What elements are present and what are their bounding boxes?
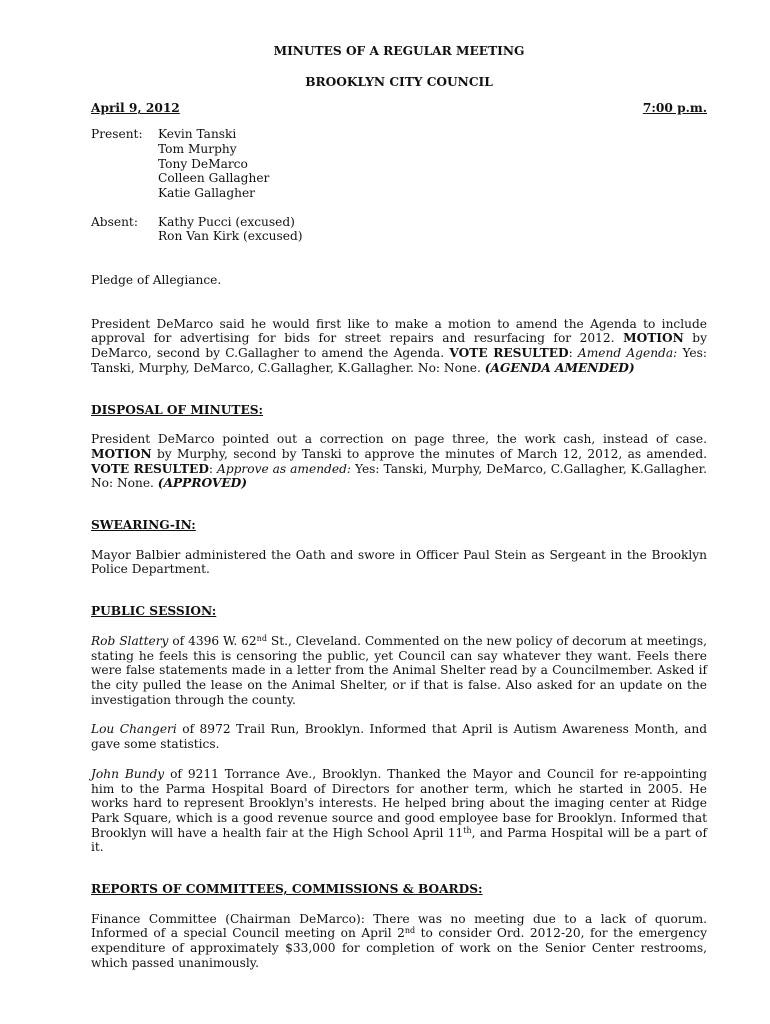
present-member: Tony DeMarco bbox=[158, 156, 248, 171]
present-label: Present: bbox=[91, 127, 143, 142]
present-member: Katie Gallagher bbox=[158, 185, 256, 200]
absent-label: Absent: bbox=[91, 214, 138, 229]
swearing-in-paragraph: Mayor Balbier administered the Oath and swore in Officer Paul Stein as Sergeant in the Brooklyn Police Department. bbox=[91, 547, 707, 577]
pledge-text: Pledge of Allegiance. bbox=[91, 273, 222, 288]
section-heading-swearing-in: SWEARING-IN: bbox=[91, 518, 196, 533]
public-comment-changeri: Lou Changeri of 8972 Trail Run, Brooklyn. Informed that April is Autism Awareness Month, and gave some statistics. bbox=[91, 722, 708, 752]
present-member: Tom Murphy bbox=[158, 141, 237, 156]
minutes-paragraph: President DeMarco pointed out a correction on page three, the work cash, instead of case. MOTION by Murphy, second by Tanski to approve the minutes of March 12, 2012, as amended. VOTE RESULTED: Approve as amended: Yes: Tanski, Murphy, DeMarco, C.Gallagher, K.Gallagher. No: None. (APPROVED) bbox=[91, 432, 707, 491]
meeting-date: April 9, 2012 bbox=[91, 101, 180, 116]
minutes-body bbox=[91, 44, 707, 971]
absent-member: Kathy Pucci (excused) bbox=[158, 214, 295, 229]
document-title: MINUTES OF A REGULAR MEETING bbox=[273, 44, 525, 58]
absent-list bbox=[91, 215, 707, 244]
section-heading-reports: REPORTS OF COMMITTEES, COMMISSIONS & BOARDS: bbox=[91, 882, 483, 897]
section-heading-public-session: PUBLIC SESSION: bbox=[91, 604, 217, 619]
council-name: BROOKLYN CITY COUNCIL bbox=[305, 74, 493, 89]
absent-member: Ron Van Kirk (excused) bbox=[158, 229, 303, 244]
meeting-time: 7:00 p.m. bbox=[642, 101, 707, 116]
public-comment-bundy: John Bundy of 9211 Torrance Ave., Brooklyn. Thanked the Mayor and Council for re-appointing him to the Parma Hospital Board of Directors for another term, which he started in 2005. He works hard to represent Brooklyn's interests. He helped bring about the imaging center at Ridge Park Square, which is a good revenue source and good employee base for Brooklyn. Informed that Brooklyn will have a health fair at the High School April 11th, and Parma Hospital will be a part of it. bbox=[91, 766, 708, 855]
meeting-date-row bbox=[91, 101, 707, 116]
present-member: Kevin Tanski bbox=[158, 127, 237, 142]
agenda-paragraph: President DeMarco said he would first like to make a motion to amend the Agenda to include approval for advertising for bids for street repairs and resurfacing for 2012. MOTION by DeMarco, second by C.Gallagher to amend the Agenda. VOTE RESULTED: Amend Agenda: Yes: Tanski, Murphy, DeMarco, C.Gallagher, K.Gallagher. No: None. (AGENDA AMENDED) bbox=[91, 316, 708, 375]
finance-committee-paragraph: Finance Committee (Chairman DeMarco): There was no meeting due to a lack of quorum. Informed of a special Council meeting on April 2nd to consider Ord. 2012-20, for the emergency expenditure of approximately $33,000 for completion of work on the Senior Center restrooms, which passed unanimously. bbox=[91, 911, 707, 970]
section-heading-minutes: DISPOSAL OF MINUTES: bbox=[91, 402, 264, 417]
present-list bbox=[91, 127, 707, 201]
present-member: Colleen Gallagher bbox=[158, 171, 270, 186]
public-comment-slattery: Rob Slattery of 4396 W. 62nd St., Cleveland. Commented on the new policy of decorum at meetings, stating he feels this is censoring the public, yet Council can say whatever they want. Feels there were false statements made in a letter from the Animal Shelter read by a Councilmember. Asked if the city pulled the lease on the Animal Shelter, or if that is false. Also asked for an update on the investigation through the county. bbox=[91, 633, 708, 707]
